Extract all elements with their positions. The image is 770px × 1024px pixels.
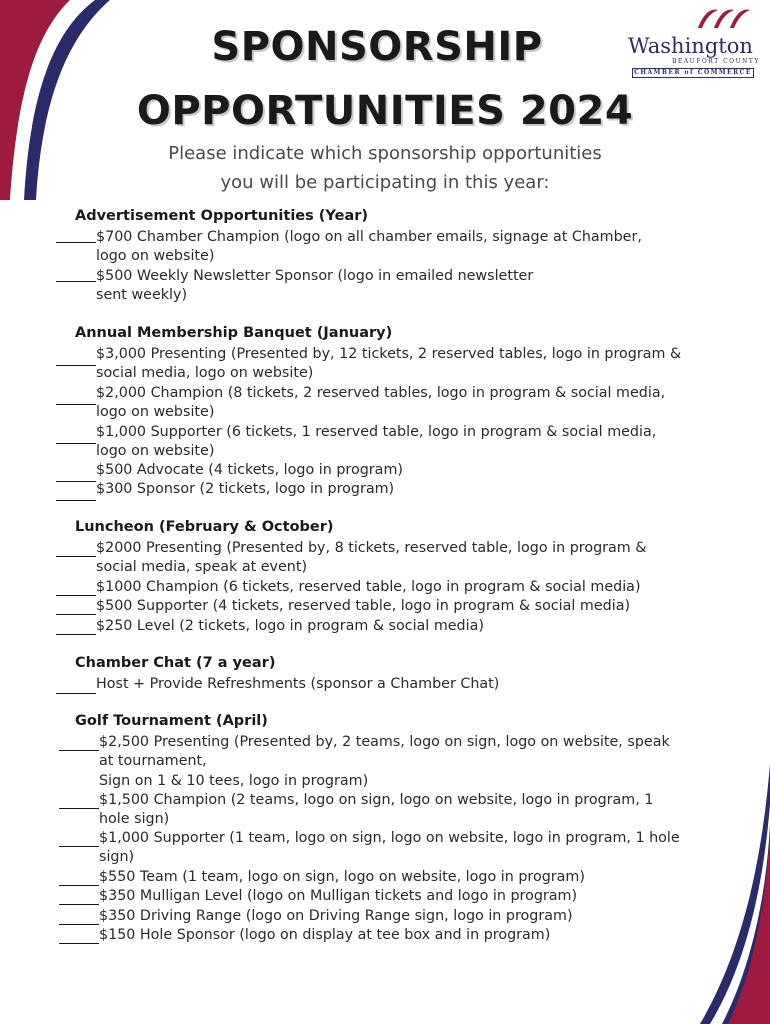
option-text: $500 Weekly Newsletter Sponsor (logo in emailed newsletter [96, 268, 534, 284]
section-heading-luncheon: Luncheon (February & October) [75, 519, 334, 535]
option-luncheon-champion [56, 578, 716, 597]
option-golf-hole-sponsor [59, 926, 719, 945]
option-golf-supporter [59, 829, 719, 868]
section-heading-advertisement: Advertisement Opportunities (Year) [75, 208, 369, 224]
option-text: $500 Supporter (4 tickets, reserved table, logo in program & social media) [96, 598, 631, 614]
checkbox-blank-line[interactable] [59, 808, 99, 809]
option-text-cont: at tournament, [99, 753, 207, 770]
checkbox-blank-line[interactable] [59, 904, 99, 905]
checkbox-blank-line[interactable] [56, 404, 96, 405]
checkbox-blank-line[interactable] [59, 846, 99, 847]
option-ad-champion [56, 228, 716, 267]
logo-wordmark: Washington [628, 34, 753, 58]
option-text: $500 Advocate (4 tickets, logo in program) [96, 462, 403, 478]
option-text: $350 Driving Range (logo on Driving Range sign, logo in program) [99, 908, 573, 924]
checkbox-blank-line[interactable] [56, 556, 96, 557]
option-luncheon-level [56, 617, 716, 636]
option-newsletter-sponsor [56, 267, 716, 306]
option-text: $350 Mulligan Level (logo on Mulligan tickets and logo in program) [99, 888, 578, 904]
option-text: $2,000 Champion (8 tickets, 2 reserved tables, logo in program & social media, [96, 385, 666, 401]
checkbox-blank-line[interactable] [59, 924, 99, 925]
option-banquet-sponsor [56, 480, 716, 499]
logo-subtitle: BEAUFORT COUNTY [672, 58, 760, 65]
option-text: $1000 Champion (6 tickets, reserved table, logo in program & social media) [96, 579, 641, 595]
option-banquet-supporter [56, 423, 716, 462]
checkbox-blank-line[interactable] [56, 281, 96, 282]
option-golf-presenting [59, 733, 719, 791]
section-heading-banquet: Annual Membership Banquet (January) [75, 325, 393, 341]
option-golf-mulligan [59, 887, 719, 906]
option-text: $300 Sponsor (2 tickets, logo in program) [96, 481, 395, 497]
option-text-cont: social media, speak at event) [96, 559, 308, 576]
chamber-logo [624, 6, 760, 80]
option-text-cont: hole sign) [99, 811, 170, 828]
option-text-cont: logo on website) [96, 404, 215, 421]
option-golf-team [59, 868, 719, 887]
option-luncheon-presenting [56, 539, 716, 578]
option-text: Host + Provide Refreshments (sponsor a Chamber Chat) [96, 676, 500, 692]
checkbox-blank-line[interactable] [56, 634, 96, 635]
page-title-line-1: SPONSORSHIP [211, 24, 543, 70]
option-chamber-chat-host [56, 675, 716, 694]
logo-swoosh-mark-icon [694, 6, 754, 32]
option-banquet-champion [56, 384, 716, 423]
checkbox-blank-line[interactable] [56, 365, 96, 366]
option-text: $550 Team (1 team, logo on sign, logo on website, logo in program) [99, 869, 585, 885]
checkbox-blank-line[interactable] [56, 500, 96, 501]
checkbox-blank-line[interactable] [56, 443, 96, 444]
section-heading-golf: Golf Tournament (April) [75, 713, 268, 729]
option-banquet-presenting [56, 345, 716, 384]
option-golf-champion [59, 791, 719, 830]
page-title-line-2: OPPORTUNITIES 2024 [136, 88, 634, 134]
logo-chamber-bar: CHAMBER of COMMERCE [632, 68, 754, 78]
option-text: $700 Chamber Champion (logo on all chamber emails, signage at Chamber, [96, 229, 642, 245]
intro-text-line-1: Please indicate which sponsorship opportunities [168, 143, 602, 164]
option-banquet-advocate [56, 461, 716, 480]
section-heading-chamber-chat: Chamber Chat (7 a year) [75, 655, 276, 671]
intro-text-line-2: you will be participating in this year: [220, 172, 550, 193]
option-text-cont: sign) [99, 849, 135, 866]
option-text: $1,000 Supporter (6 tickets, 1 reserved table, logo in program & social media, [96, 424, 657, 440]
option-text-cont: sent weekly) [96, 287, 188, 304]
option-golf-driving-range [59, 907, 719, 926]
option-text: $1,500 Champion (2 teams, logo on sign, logo on website, logo in program, 1 [99, 792, 654, 808]
option-text-cont: social media, logo on website) [96, 365, 314, 382]
option-text-cont: Sign on 1 & 10 tees, logo in program) [99, 772, 369, 789]
option-text-cont: logo on website) [96, 443, 215, 460]
option-luncheon-supporter [56, 597, 716, 616]
checkbox-blank-line[interactable] [56, 595, 96, 596]
checkbox-blank-line[interactable] [59, 943, 99, 944]
option-text: $2000 Presenting (Presented by, 8 tickets, reserved table, logo in program & [96, 540, 647, 556]
option-text: $1,000 Supporter (1 team, logo on sign, logo on website, logo in program, 1 hole [99, 830, 680, 846]
checkbox-blank-line[interactable] [56, 693, 96, 694]
checkbox-blank-line[interactable] [59, 750, 99, 751]
checkbox-blank-line[interactable] [56, 242, 96, 243]
option-text: $2,500 Presenting (Presented by, 2 teams, logo on sign, logo on website, speak [99, 734, 670, 750]
checkbox-blank-line[interactable] [56, 614, 96, 615]
checkbox-blank-line[interactable] [59, 885, 99, 886]
option-text: $250 Level (2 tickets, logo in program & social media) [96, 618, 484, 634]
option-text-cont: logo on website) [96, 248, 215, 265]
option-text: $3,000 Presenting (Presented by, 12 tickets, 2 reserved tables, logo in program & [96, 346, 682, 362]
option-text: $150 Hole Sponsor (logo on display at tee box and in program) [99, 927, 551, 943]
